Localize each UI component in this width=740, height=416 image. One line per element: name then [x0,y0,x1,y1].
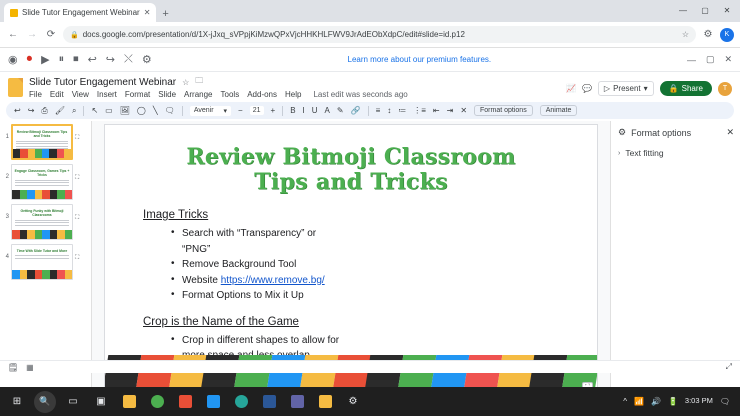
slide-thumbnail-2[interactable] [11,164,73,200]
undo-icon[interactable]: ↩ [14,106,21,115]
slide-thumbnail-4[interactable] [11,244,73,280]
thumbnail-lines [15,255,69,258]
redo-icon[interactable]: ↪ [27,106,35,115]
menu-arrange[interactable]: Arrange [184,90,213,99]
present-button[interactable] [598,81,654,96]
share-button[interactable] [660,81,712,96]
thumbnail-badges: ⛶ [75,215,80,221]
menu-file[interactable]: File [29,90,42,99]
clock[interactable]: 3:03 PM [684,396,713,406]
present-caret-icon[interactable]: ▾ [643,84,648,93]
insert-link-button[interactable]: 🔗 [350,106,361,115]
chevron-right-icon: › [618,149,621,157]
slide-title-line2: Tips and Tricks [254,168,448,195]
thumbnail-title: Engage Classroom, Games Tips + Tricks [14,169,70,178]
thumbnail-title: Time With Slide Tutor and More [16,249,68,253]
slide-title-line1: Review Bitmoji Classroom [186,144,516,170]
panel-item-text-fitting[interactable] [611,143,740,163]
font-family-select[interactable] [190,106,231,116]
zoom-icon[interactable]: ⌕ [71,105,77,115]
word-icon[interactable] [256,389,282,414]
list-item [171,226,597,257]
menu-insert[interactable]: Insert [96,90,117,99]
indent-less-button[interactable]: ⇤ [432,106,440,115]
align-button[interactable]: ≡ [375,106,381,115]
bold-button[interactable]: B [290,106,296,115]
bullet-text: Format Options to Mix it Up [182,290,304,302]
extbar-window-controls [687,54,732,65]
slides-toolbar [6,102,734,119]
menu-addons[interactable]: Add-ons [247,90,277,99]
menu-tools[interactable]: Tools [220,90,240,99]
play-icon[interactable]: ▶ [41,54,50,66]
profile-avatar[interactable]: K [720,28,734,42]
bulleted-list-button[interactable]: ⋮≡ [413,106,426,115]
network-icon[interactable]: 📶 [634,397,644,406]
slides-favicon-icon [10,9,18,17]
comment-icon[interactable]: 💬 [581,84,592,93]
panel-header [611,121,740,143]
window-maximize-button[interactable]: ▢ [701,5,709,15]
shape-icon[interactable]: ◯ [136,106,146,115]
print-icon[interactable]: ⎙ [41,105,48,115]
panel-close-icon[interactable]: ✕ [726,127,734,137]
section-heading-crop: Crop is the Name of the Game [143,315,299,328]
toolbar-divider [83,106,84,116]
thumbnail-lines [15,180,69,186]
slide-thumbnail-3[interactable] [11,204,73,240]
slide-number: 2 [5,174,9,180]
toolbar-divider [368,106,369,116]
present-label: Present [613,84,641,93]
text-color-button[interactable]: A [324,106,330,115]
task-view-icon[interactable]: ▭ [68,396,78,407]
clear-formatting-button[interactable]: ✕ [460,106,468,115]
menu-slide[interactable]: Slide [158,90,177,99]
extbar-close-icon[interactable]: ✕ [724,54,732,64]
numbered-list-button[interactable]: ≔ [398,106,407,115]
menu-edit[interactable]: Edit [49,90,64,99]
windows-taskbar [0,387,740,416]
image-icon[interactable]: 🖼 [119,106,130,115]
notification-icon[interactable]: 🗨 [719,397,730,406]
forward-icon[interactable]: → [27,29,37,40]
premium-notice[interactable]: Learn more about our premium features. [347,55,492,64]
menu-format[interactable]: Format [124,90,151,99]
extbar-minimize-icon[interactable]: — [686,54,696,65]
battery-icon[interactable]: 🔋 [667,397,678,406]
slide-thumbnail-1[interactable] [11,124,73,160]
chrome-icon[interactable] [144,389,170,414]
tray-chevron-icon[interactable]: ^ [623,397,627,406]
google-slides-app [0,72,740,402]
back-icon[interactable]: ← [8,29,18,40]
window-minimize-button[interactable]: — [679,5,687,15]
document-title[interactable]: Slide Tutor Engagement Webinar [29,76,177,88]
tab-close-icon[interactable]: ✕ [143,8,151,17]
filmstrip-row[interactable] [2,244,89,280]
bullet-text: Remove Background Tool [182,259,297,271]
save-status: Last edit was seconds ago [313,90,408,99]
line-icon[interactable]: ╲ [152,106,158,115]
add-comment-icon[interactable]: 🗨 [164,106,175,115]
slide-number: 1 [5,134,9,140]
panel-title: Format options [631,127,692,138]
underline-button[interactable]: U [311,106,318,115]
thumbnail-lines [15,220,69,226]
indent-more-button[interactable]: ⇥ [446,106,454,115]
slides-status-bar [0,360,740,373]
paint-format-icon[interactable]: 🖌 [54,106,65,115]
share-label: Share [681,84,703,93]
bullet-subtext: “PNG” [182,243,211,255]
list-item [171,257,597,273]
slides-logo-icon [8,78,23,97]
undo-icon[interactable]: ↩ [87,54,97,66]
new-tab-button[interactable]: + [162,8,169,20]
line-spacing-button[interactable]: ↕ [387,106,392,115]
store-icon[interactable] [200,389,226,414]
window-controls [672,1,738,19]
thumbnail-lines [16,141,68,149]
teams-icon[interactable] [284,389,310,414]
shuffle-icon[interactable]: ⤬ [124,53,133,65]
select-icon[interactable]: ↖ [91,106,99,115]
bullet-text: Crop in different shapes to allow for [182,334,340,346]
slide-title[interactable] [105,145,597,194]
lock-icon: 🔒 [70,31,79,39]
system-tray [623,397,736,406]
format-options-icon: ⚙ [618,127,627,137]
bookmark-star-icon[interactable]: ☆ [681,30,689,39]
camera-icon[interactable]: ◉ [8,54,18,66]
thumbnail-color-strip [12,190,72,199]
stop-icon[interactable]: ⏹ [73,53,79,65]
address-bar[interactable] [63,26,696,43]
speaker-notes-icon[interactable]: 🗒 [8,362,19,372]
remove-bg-link[interactable]: https://www.remove.bg/ [220,274,325,286]
grid-view-icon[interactable]: ▦ [26,362,34,372]
address-bar-url: docs.google.com/presentation/d/1X-jJxq_sVPpjKiMzwQPxVjcHHKHLFWV9JrAdEObXdpC/edit#slide=id.p12 [82,30,465,39]
window-close-button[interactable]: ✕ [723,5,731,15]
format-options-button[interactable]: Format options [474,105,533,116]
thumbnail-badges: ⛶ [75,175,80,181]
sound-icon[interactable]: 🔊 [650,397,661,406]
folder-icon[interactable] [312,389,338,414]
star-icon[interactable]: ☆ [182,77,190,87]
activity-dashboard-icon[interactable]: 📈 [565,84,576,93]
slide-body[interactable] [143,209,597,379]
chevron-down-icon: ▾ [223,107,228,115]
font-size-decrease-button[interactable]: − [238,106,243,115]
bullet-list-image-tricks [171,226,597,304]
toolbar-divider [182,106,183,116]
filmstrip-row[interactable] [2,204,89,240]
thumbnail-title: Review Bitmoji Classroom Tips and Tricks [16,130,68,139]
browser-tab[interactable] [4,3,156,22]
font-size-input[interactable]: 21 [250,106,264,115]
header-actions [566,78,732,99]
menu-bar [29,90,560,99]
menu-help[interactable]: Help [285,90,302,99]
pause-icon[interactable]: ⏸ [58,53,65,65]
user-avatar[interactable]: T [718,82,732,96]
doc-title-row [29,75,560,89]
widgets-icon[interactable]: ▣ [96,396,106,407]
panel-item-label: Text fitting [625,148,664,158]
section-heading-image-tricks: Image Tricks [143,209,209,222]
edge-icon[interactable] [228,389,254,414]
thumbnail-color-strip [12,270,72,279]
browser-tabstrip [0,0,740,22]
slide-number: 4 [5,254,9,260]
highlight-color-button[interactable]: ✎ [336,106,344,115]
reload-icon[interactable]: ⟳ [46,29,56,40]
settings-icon[interactable]: ⚙ [141,54,152,66]
extbar-maximize-icon[interactable]: ▢ [705,54,715,64]
redo-icon[interactable]: ↪ [105,54,116,66]
italic-button[interactable]: I [302,106,305,115]
thumbnail-badges: ⛶ [75,255,80,261]
tab-title: Slide Tutor Engagement Webinar [22,8,140,17]
font-family-value: Avenir [193,107,214,114]
search-icon[interactable]: 🔍 [32,389,58,414]
menu-view[interactable]: View [71,90,89,99]
thumbnail-badges: ⛶ [75,135,80,141]
thumbnail-color-strip [13,149,71,158]
explorer-icon[interactable] [116,389,142,414]
extensions-icon[interactable]: ⚙ [703,29,713,40]
font-size-increase-button[interactable]: + [270,106,276,115]
start-button[interactable]: ⊞ [12,396,22,407]
textbox-icon[interactable]: ▭ [105,106,113,115]
bullet-text: Search with “Transparency” or [182,228,317,240]
record-icon[interactable]: ⏺ [26,53,33,65]
screen-recorder-bar [0,48,740,72]
animate-button[interactable]: Animate [540,105,578,116]
thumbnail-color-strip [12,230,72,239]
share-lock-icon: 🔒 [668,84,679,93]
filmstrip-row[interactable] [2,164,89,200]
bullet-text: Website [182,274,221,286]
thumbnail-title: Getting Funky with Bitmoji Classrooms [20,209,64,218]
slide-number: 3 [5,214,9,220]
expand-icon[interactable]: ⤢ [725,362,732,371]
present-icon: ▷ [603,84,611,93]
slides-header [0,72,740,99]
mail-icon[interactable] [172,389,198,414]
current-slide[interactable] [104,124,598,398]
title-area [29,75,560,99]
filmstrip-row[interactable] [2,124,89,160]
browser-toolbar [0,22,740,48]
settings-icon[interactable]: ⚙ [348,396,358,407]
move-folder-icon[interactable]: 🗀 [195,76,204,85]
list-item [171,288,597,304]
list-item [171,273,597,289]
toolbar-divider [282,106,283,116]
